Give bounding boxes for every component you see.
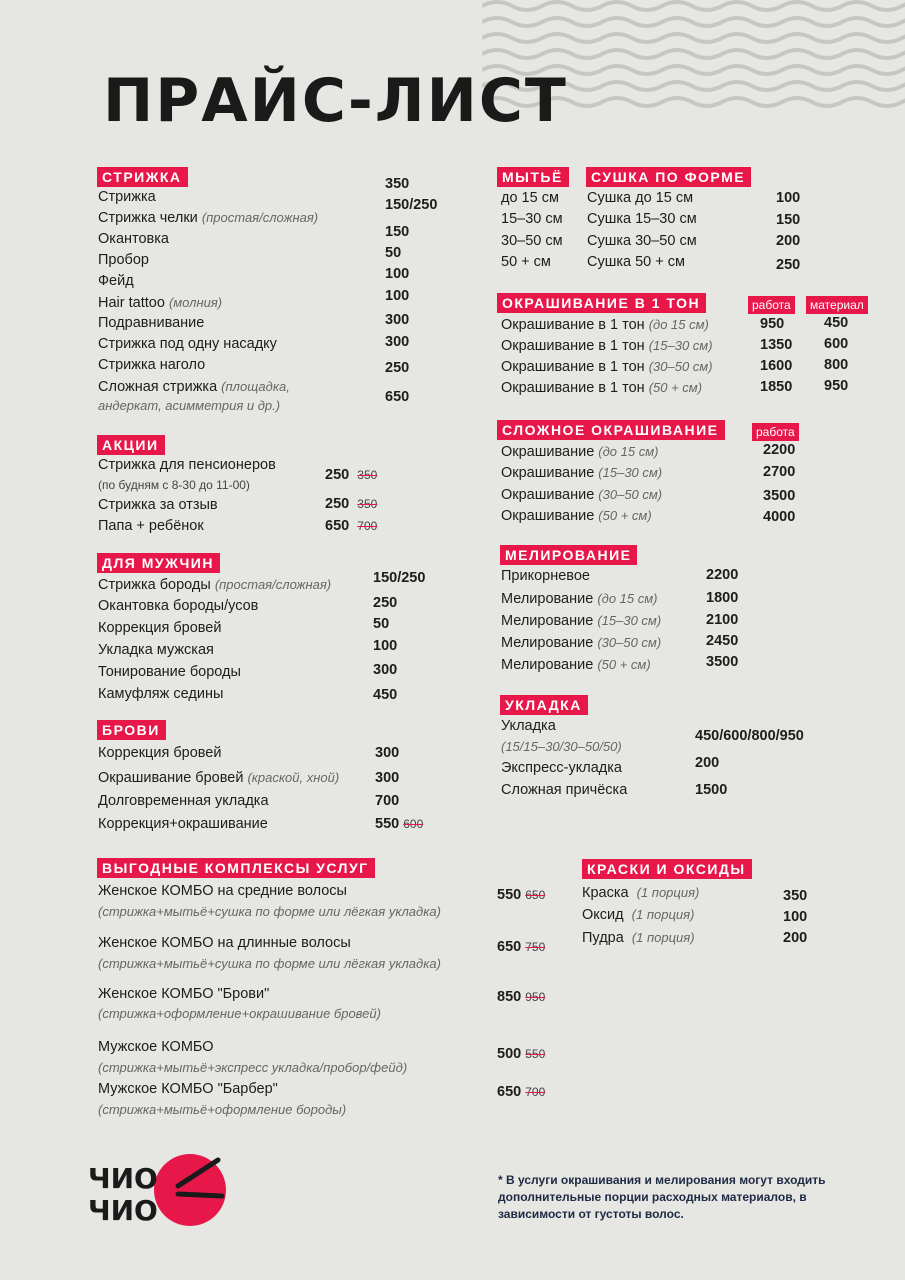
page-title: ПРАЙС-ЛИСТ <box>103 66 568 136</box>
price-material: 800 <box>824 357 849 373</box>
list-item: Женское КОМБО на длинные волосы <box>98 935 351 951</box>
list-item: Мелирование (30–50 см) <box>501 635 662 651</box>
list-item: Оксид (1 порция) <box>582 907 695 923</box>
list-item: Экспресс-укладка <box>501 760 622 776</box>
list-item-note: (по будням с 8-30 до 11-00) <box>98 478 250 492</box>
price: 2200 <box>706 567 739 583</box>
price: 3500 <box>763 488 796 504</box>
price: 250 <box>385 360 410 376</box>
column-label-work: работа <box>752 423 799 441</box>
list-item: Сложная причёска <box>501 782 628 798</box>
list-item: Коррекция бровей <box>98 620 222 636</box>
list-item: Камуфляж седины <box>98 686 224 702</box>
list-item: Мужское КОМБО <box>98 1039 214 1055</box>
price: 250 350 <box>325 467 378 483</box>
price: 300 <box>373 662 398 678</box>
price-work: 1850 <box>760 379 793 395</box>
price: 200 <box>783 930 808 946</box>
list-item: Стрижка наголо <box>98 357 206 373</box>
list-item: Окрашивание в 1 тон (50 + см) <box>501 380 703 396</box>
list-item: Папа + ребёнок <box>98 518 204 534</box>
price: 500 550 <box>497 1046 546 1062</box>
price: 200 <box>776 233 801 249</box>
logo-line1: ЧИО <box>88 1162 158 1195</box>
list-item: Окантовка <box>98 231 169 247</box>
list-item: Окрашивание бровей (краской, хной) <box>98 770 340 786</box>
list-item: Женское КОМБО на средние волосы <box>98 883 347 899</box>
price: 2700 <box>763 464 796 480</box>
list-item: Мелирование (до 15 см) <box>501 591 658 607</box>
price: 450/600/800/950 <box>695 728 804 744</box>
section-header-paints: КРАСКИ И ОКСИДЫ <box>582 859 752 879</box>
list-item: Тонирование бороды <box>98 664 241 680</box>
price: 650 700 <box>497 1084 546 1100</box>
list-item: Мужское КОМБО "Барбер" <box>98 1081 278 1097</box>
list-item: Краска (1 порция) <box>582 885 700 901</box>
list-item-note: (стрижка+оформление+окрашивание бровей) <box>98 1006 381 1021</box>
list-item: Подравнивание <box>98 315 205 331</box>
list-item: Окрашивание в 1 тон (до 15 см) <box>501 317 709 333</box>
logo-mark <box>86 1150 236 1230</box>
price: 300 <box>385 312 410 328</box>
price: 250 350 <box>325 496 378 512</box>
price: 100 <box>776 190 801 206</box>
list-item: Окрашивание в 1 тон (30–50 см) <box>501 359 713 375</box>
price-material: 600 <box>824 336 849 352</box>
section-header-men: ДЛЯ МУЖЧИН <box>97 553 220 573</box>
price: 100 <box>385 266 410 282</box>
list-item: Стрижка челки (простая/сложная) <box>98 210 319 226</box>
section-header-akcii: АКЦИИ <box>97 435 165 455</box>
column-label-work: работа <box>748 296 795 314</box>
price-work: 950 <box>760 316 785 332</box>
price: 550 600 <box>375 816 424 832</box>
price: 350 <box>385 176 410 192</box>
list-item-note: (15/15–30/30–50/50) <box>501 739 622 754</box>
section-header-strizhka: СТРИЖКА <box>97 167 188 187</box>
list-item: Стрижка за отзыв <box>98 497 218 513</box>
price: 3500 <box>706 654 739 670</box>
price: 650 700 <box>325 518 378 534</box>
price-work: 1350 <box>760 337 793 353</box>
list-item: Долговременная укладка <box>98 793 269 809</box>
list-item: Сложная стрижка (площадка, <box>98 379 290 395</box>
list-item: Окрашивание (до 15 см) <box>501 444 659 460</box>
list-item: Прикорневое <box>501 568 590 584</box>
list-item: 30–50 см <box>501 233 563 249</box>
section-header-tone: ОКРАШИВАНИЕ В 1 ТОН <box>497 293 706 313</box>
list-item: 15–30 см <box>501 211 563 227</box>
price: 450 <box>373 687 398 703</box>
price: 700 <box>375 793 400 809</box>
list-item: Женское КОМБО "Брови" <box>98 986 270 1002</box>
list-item: Сушка 30–50 см <box>587 233 697 249</box>
list-item: Мелирование (15–30 см) <box>501 613 662 629</box>
list-item: Сушка до 15 см <box>587 190 694 206</box>
price: 300 <box>375 770 400 786</box>
list-item: Сушка 15–30 см <box>587 211 697 227</box>
price: 650 <box>385 389 410 405</box>
price: 1800 <box>706 590 739 606</box>
list-item: Стрижка бороды (простая/сложная) <box>98 577 332 593</box>
price: 200 <box>695 755 720 771</box>
section-header-brows: БРОВИ <box>97 720 166 740</box>
list-item: Сушка 50 + см <box>587 254 685 270</box>
price: 300 <box>375 745 400 761</box>
price: 100 <box>385 288 410 304</box>
price: 550 650 <box>497 887 546 903</box>
list-item-note: (стрижка+мытьё+сушка по форме или лёгкая укладка) <box>98 956 441 971</box>
price: 2100 <box>706 612 739 628</box>
price: 850 950 <box>497 989 546 1005</box>
price-material: 450 <box>824 315 849 331</box>
price: 250 <box>776 257 801 273</box>
price-work: 1600 <box>760 358 793 374</box>
list-item: Окрашивание (15–30 см) <box>501 465 663 481</box>
section-header-combo: ВЫГОДНЫЕ КОМПЛЕКСЫ УСЛУГ <box>97 858 375 878</box>
list-item: Hair tattoo (молния) <box>98 295 223 311</box>
list-item: Стрижка под одну насадку <box>98 336 277 352</box>
price: 1500 <box>695 782 728 798</box>
section-header-complex: СЛОЖНОЕ ОКРАШИВАНИЕ <box>497 420 725 440</box>
list-item: Коррекция+окрашивание <box>98 816 268 832</box>
price: 50 <box>373 616 390 632</box>
section-header-dry: СУШКА ПО ФОРМЕ <box>586 167 751 187</box>
section-header-wash: МЫТЬЁ <box>497 167 569 187</box>
price: 300 <box>385 334 410 350</box>
list-item: 50 + см <box>501 254 551 270</box>
list-item: Укладка <box>501 718 556 734</box>
list-item: Мелирование (50 + см) <box>501 657 651 673</box>
list-item: Фейд <box>98 273 134 289</box>
price: 2450 <box>706 633 739 649</box>
list-item: Коррекция бровей <box>98 745 222 761</box>
price: 50 <box>385 245 402 261</box>
list-item: Стрижка <box>98 189 156 205</box>
price-material: 950 <box>824 378 849 394</box>
section-header-ukladka: УКЛАДКА <box>500 695 588 715</box>
price: 100 <box>373 638 398 654</box>
price: 650 750 <box>497 939 546 955</box>
list-item-note: (стрижка+мытьё+оформление бороды) <box>98 1102 347 1117</box>
list-item: Окрашивание (30–50 см) <box>501 487 663 503</box>
price: 2200 <box>763 442 796 458</box>
price: 150 <box>385 224 410 240</box>
footnote: * В услуги окрашивания и мелирования могут входить дополнительные порции расходных материалов, в зависимости от густоты волос. <box>498 1173 826 1221</box>
list-item: Пробор <box>98 252 149 268</box>
logo-line2: ЧИО <box>88 1194 158 1227</box>
list-item: Окантовка бороды/усов <box>98 598 259 614</box>
price: 4000 <box>763 509 796 525</box>
price: 150/250 <box>373 570 426 586</box>
price: 150 <box>776 212 801 228</box>
price: 150/250 <box>385 197 438 213</box>
column-label-material: материал <box>806 296 868 314</box>
list-item-note: (стрижка+мытьё+экспресс укладка/пробор/фейд) <box>98 1060 408 1075</box>
list-item-note: (стрижка+мытьё+сушка по форме или лёгкая укладка) <box>98 904 441 919</box>
price: 100 <box>783 909 808 925</box>
list-item: Окрашивание в 1 тон (15–30 см) <box>501 338 713 354</box>
list-item: до 15 см <box>501 190 559 206</box>
list-item: Стрижка для пенсионеров <box>98 457 276 473</box>
price: 350 <box>783 888 808 904</box>
price: 250 <box>373 595 398 611</box>
logo <box>86 1150 236 1230</box>
list-item: Пудра (1 порция) <box>582 930 695 946</box>
list-item: Укладка мужская <box>98 642 214 658</box>
list-item: Окрашивание (50 + см) <box>501 508 652 524</box>
list-item-note: андеркат, асимметрия и др.) <box>98 398 281 413</box>
section-header-meli: МЕЛИРОВАНИЕ <box>500 545 637 565</box>
